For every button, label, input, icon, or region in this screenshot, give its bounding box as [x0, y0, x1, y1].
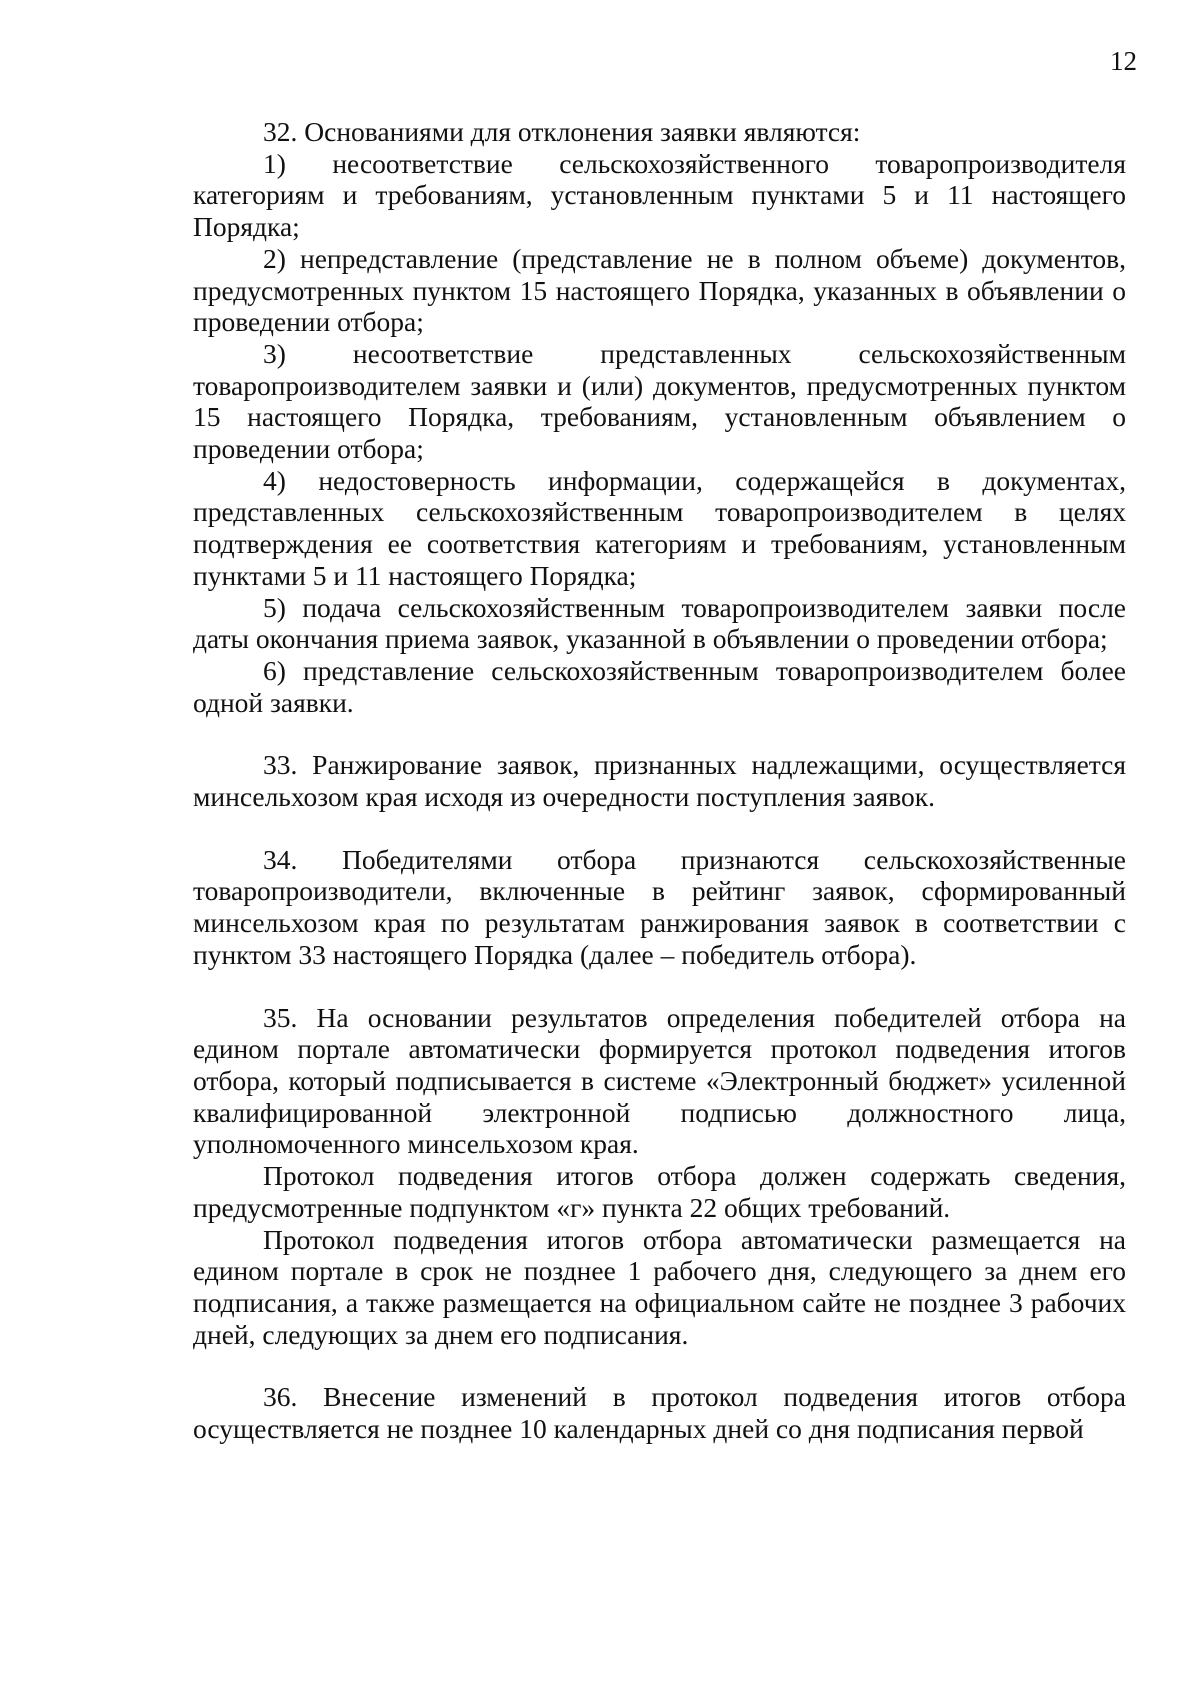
paragraph-gap — [193, 1350, 1126, 1381]
paragraph-32-item-4: 4) недостоверность информации, содержащейся в документах, представленных сельскохозяйственным товаропроизводителем в целях подтверждения ее соответствия категориям и требованиям, установленным пунктами 5 и 11 настоящего Порядка; — [193, 464, 1126, 591]
paragraph-35-protocol-content: Протокол подведения итогов отбора должен содержать сведения, предусмотренные подпунктом «г» пункта 22 общих требований. — [193, 1160, 1126, 1223]
paragraph-32-item-6: 6) представление сельскохозяйственным товаропроизводителем более одной заявки. — [193, 654, 1126, 718]
paragraph-32-item-5: 5) подача сельскохозяйственным товаропроизводителем заявки после даты окончания приема заявок, указанной в объявлении о проведении отбора; — [193, 591, 1126, 655]
paragraph-32-heading: 32. Основаниями для отклонения заявки являются: — [263, 116, 861, 147]
paragraph-33: 33. Ранжирование заявок, признанных надлежащими, осуществляется минсельхозом края исходя из очередности поступления заявок. — [193, 749, 1126, 813]
paragraph-gap — [193, 971, 1126, 1002]
paragraph-gap — [193, 813, 1126, 844]
paragraph-35: 35. На основании результатов определения победителей отбора на едином портале автоматически формируется протокол подведения итогов отбора, который подписывается в системе «Электронный бюджет» усиленной квалифицированной электронной подписью должностного лица, уполномоченного минсельхозом края. — [193, 1001, 1126, 1160]
document-body — [193, 116, 1126, 1445]
paragraph-32-item-3: 3) несоответствие представленных сельскохозяйственным товаропроизводителем заявки и (или) документов, предусмотренных пунктом 15 настоящего Порядка, требованиям, установленным объявлением о проведении отбора; — [193, 337, 1126, 465]
paragraph-32-item-1: 1) несоответствие сельскохозяйственного товаропроизводителя категориям и требованиям, установленным пунктами 5 и 11 настоящего Порядка; — [193, 147, 1126, 243]
paragraph-36: 36. Внесение изменений в протокол подведения итогов отбора осуществляется не позднее 10 календарных дней со дня подписания первой — [193, 1381, 1126, 1445]
paragraph-35-protocol-publication: Протокол подведения итогов отбора автоматически размещается на едином портале в срок не позднее 1 рабочего дня, следующего за днем его подписания, а также размещается на официальном сайте не позднее 3 рабочих дней, следующих за днем его подписания. — [193, 1223, 1126, 1350]
paragraph-32-item-2: 2) непредставление (представление не в полном объеме) документов, предусмотренных пунктом 15 настоящего Порядка, указанных в объявлении о проведении отбора; — [193, 242, 1126, 338]
page-number: 12 — [1110, 46, 1137, 76]
paragraph-34: 34. Победителями отбора признаются сельскохозяйственные товаропроизводители, включенные в рейтинг заявок, сформированный минсельхозом края по результатам ранжирования заявок в соответствии с пунктом 33 настоящего Порядка (далее – победитель отбора). — [193, 843, 1126, 970]
paragraph-gap — [193, 718, 1126, 749]
